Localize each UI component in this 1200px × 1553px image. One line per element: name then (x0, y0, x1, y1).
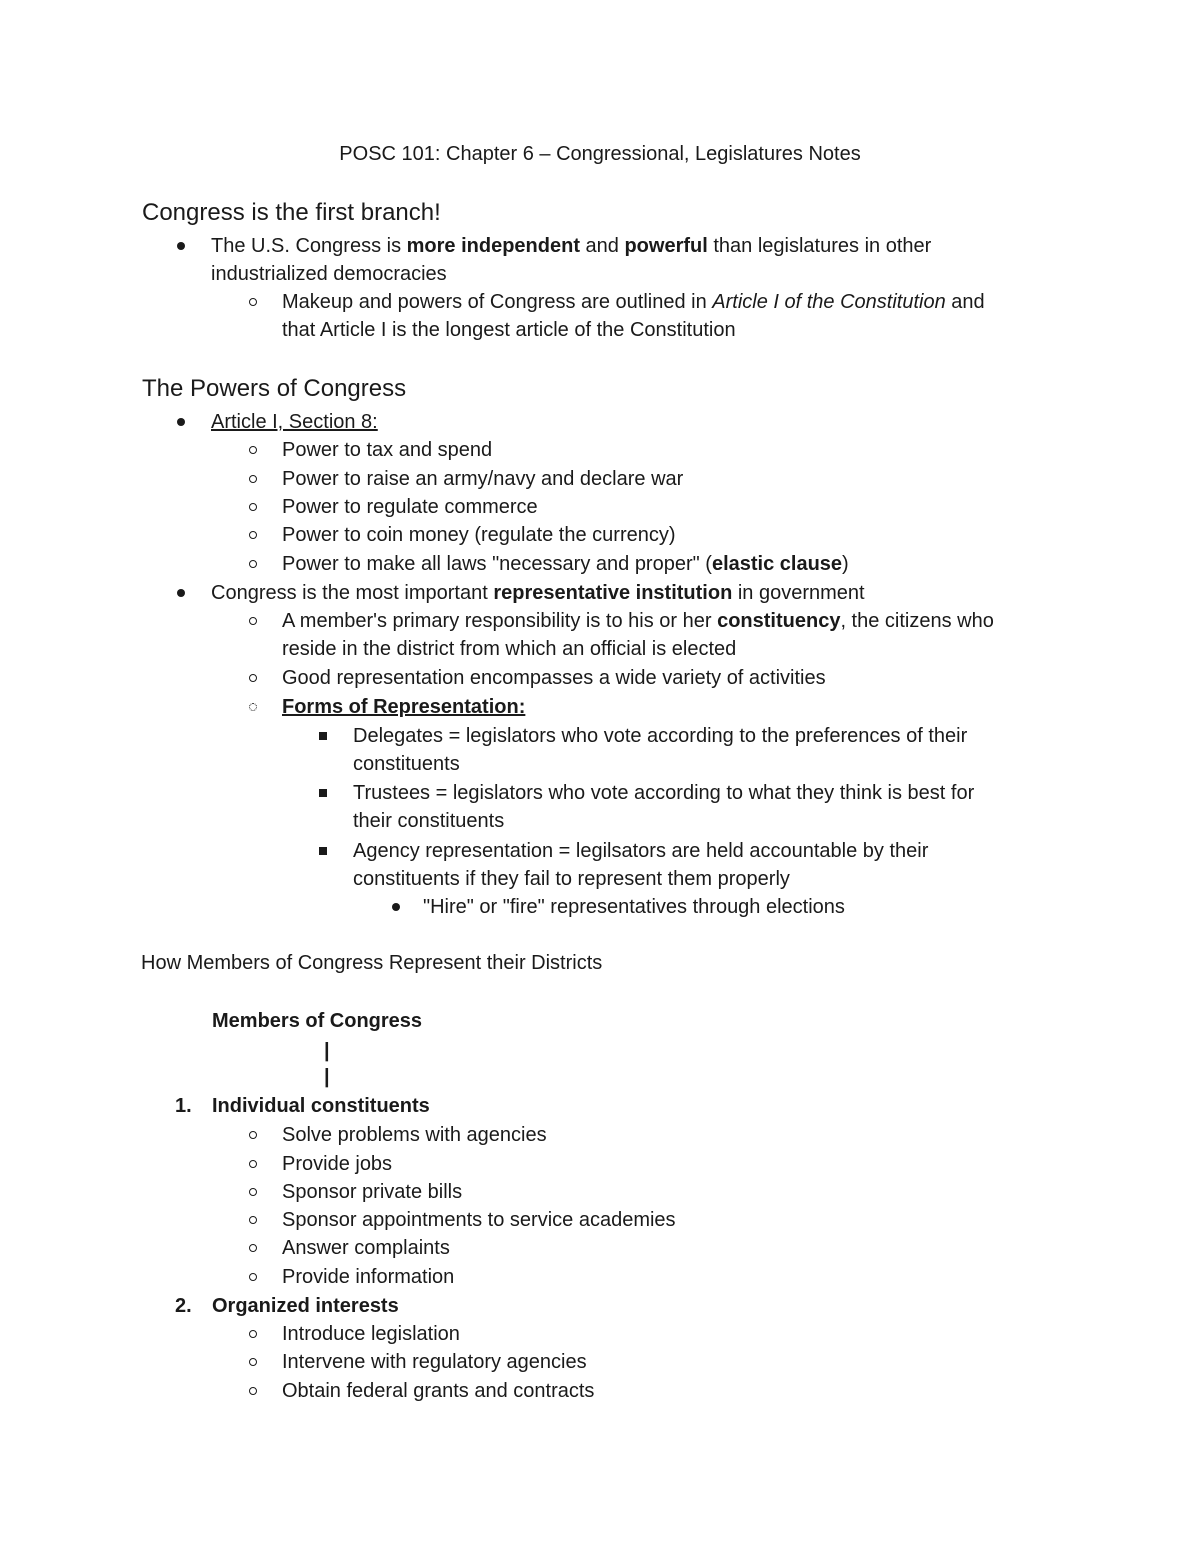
text-member-responsibility-cont: reside in the district from which an official is elected (282, 638, 737, 660)
bullet-dot (177, 242, 185, 250)
list-item: Sponsor appointments to service academies (282, 1209, 676, 1231)
heading-how-members-represent: How Members of Congress Represent their Districts (141, 952, 603, 974)
text-agency: Agency representation = legilsators are held accountable by their (353, 840, 929, 862)
label-members-of-congress: Members of Congress (212, 1010, 423, 1032)
text-agency-cont: constituents if they fail to represent them properly (353, 868, 790, 890)
text-delegates-cont: constituents (353, 753, 460, 775)
bullet-dot (177, 418, 185, 426)
bullet-circle (249, 1160, 257, 1168)
bullet-circle (249, 703, 257, 711)
list-item-power: Power to regulate commerce (282, 496, 538, 518)
list-item-power: Power to coin money (regulate the currency) (282, 524, 676, 546)
bullet-square (319, 732, 327, 740)
bullet-circle (249, 674, 257, 682)
list-item: Answer complaints (282, 1237, 450, 1259)
heading-forms-of-representation: Forms of Representation: (282, 696, 526, 718)
bullet-dot (392, 903, 400, 911)
list-item-power: Power to tax and spend (282, 439, 493, 461)
bullet-circle (249, 475, 257, 483)
diagram-connector: | (324, 1066, 330, 1088)
bullet-dot (177, 589, 185, 597)
text-representative-institution: Congress is the most important representative institution in government (211, 582, 865, 604)
heading-organized-interests: Organized interests (212, 1295, 399, 1317)
list-item: Introduce legislation (282, 1323, 460, 1345)
list-item: Solve problems with agencies (282, 1124, 547, 1146)
bullet-circle (249, 1244, 257, 1252)
text-congress-independent: The U.S. Congress is more independent and powerful than legislatures in other (211, 235, 932, 257)
list-item: Obtain federal grants and contracts (282, 1380, 595, 1402)
list-item: Intervene with regulatory agencies (282, 1351, 587, 1373)
text-congress-independent-cont: industrialized democracies (211, 263, 447, 285)
bullet-circle (249, 560, 257, 568)
list-number: 1. (175, 1095, 192, 1117)
list-item-power: Power to raise an army/navy and declare war (282, 468, 684, 490)
list-number: 2. (175, 1295, 192, 1317)
bullet-circle (249, 1216, 257, 1224)
text-trustees: Trustees = legislators who vote according to what they think is best for (353, 782, 975, 804)
bullet-circle (249, 446, 257, 454)
text-member-responsibility: A member's primary responsibility is to his or her constituency, the citizens who (282, 610, 994, 632)
bullet-circle (249, 531, 257, 539)
bullet-circle (249, 298, 257, 306)
text-good-representation: Good representation encompasses a wide variety of activities (282, 667, 826, 689)
bullet-square (319, 847, 327, 855)
heading-individual-constituents: Individual constituents (212, 1095, 430, 1117)
document-title: POSC 101: Chapter 6 – Congressional, Legislatures Notes (339, 143, 861, 165)
bullet-circle (249, 1188, 257, 1196)
bullet-circle (249, 1273, 257, 1281)
diagram-connector: | (324, 1040, 330, 1062)
text-delegates: Delegates = legislators who vote according to the preferences of their (353, 725, 968, 747)
bullet-circle (249, 1131, 257, 1139)
bullet-circle (249, 1330, 257, 1338)
bullet-circle (249, 503, 257, 511)
text-hire-fire: "Hire" or "fire" representatives through elections (423, 896, 845, 918)
bullet-circle (249, 1387, 257, 1395)
heading-first-branch: Congress is the first branch! (142, 199, 441, 226)
list-item: Provide information (282, 1266, 455, 1288)
text-article-one: Makeup and powers of Congress are outlined in Article I of the Constitution and (282, 291, 985, 313)
heading-powers: The Powers of Congress (142, 375, 407, 402)
list-item: Sponsor private bills (282, 1181, 463, 1203)
text-article-one-cont: that Article I is the longest article of the Constitution (282, 319, 736, 341)
bullet-circle (249, 1358, 257, 1366)
list-item-power-elastic: Power to make all laws "necessary and proper" (elastic clause) (282, 553, 849, 575)
bullet-circle (249, 617, 257, 625)
text-trustees-cont: their constituents (353, 810, 505, 832)
text-article-section-8: Article I, Section 8: (211, 411, 378, 433)
bullet-square (319, 789, 327, 797)
list-item: Provide jobs (282, 1153, 393, 1175)
